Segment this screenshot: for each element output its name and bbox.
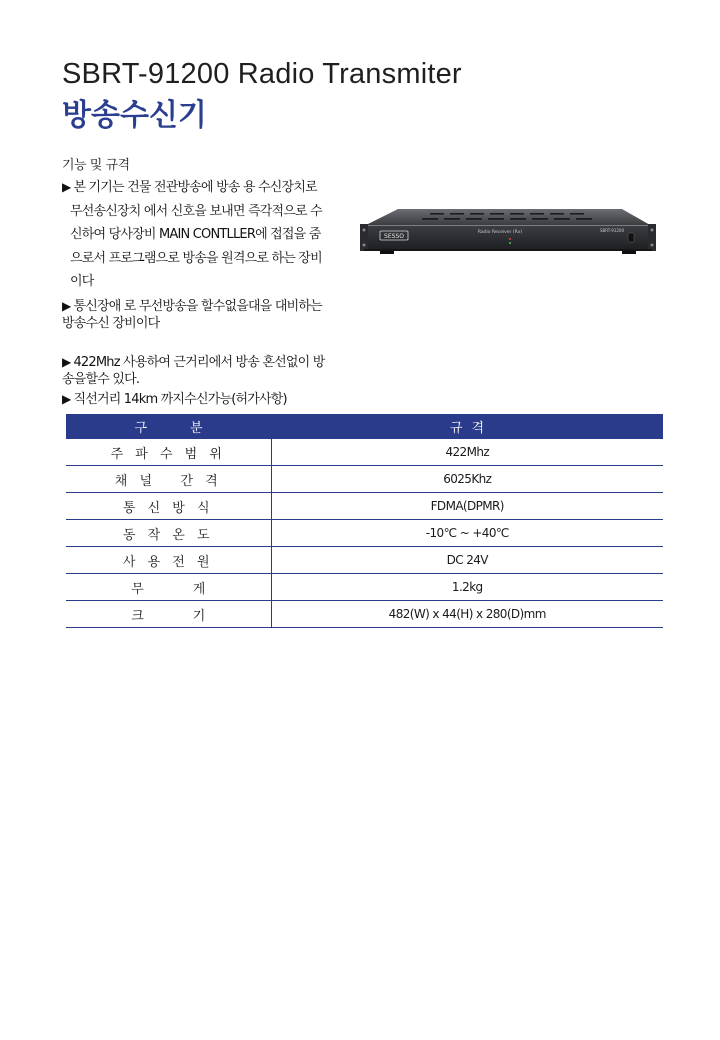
description-paragraph-3 [62, 354, 362, 388]
row-label: 동 작 온 도 [66, 520, 271, 547]
power-switch-icon [628, 233, 634, 242]
description-line: 으로서 프로그램으로 방송을 원격으로 하는 장비 [70, 250, 322, 266]
row-label: 통 신 방 식 [66, 493, 271, 520]
row-label: 크 기 [66, 601, 271, 628]
device-image [360, 203, 656, 255]
brand-logo [380, 231, 408, 240]
bullet-arrow-icon: ▶ [62, 392, 71, 406]
table-header-category: 구 분 [66, 414, 271, 439]
description-line: 무선송신장치 에서 신호을 보내면 즉각적으로 수 [70, 203, 322, 219]
description-paragraph-4 [62, 391, 362, 408]
row-label: 채 널 간 격 [66, 466, 271, 493]
section-heading: 기능 및 규격 [62, 158, 130, 173]
bullet-arrow-icon: ▶ [62, 180, 71, 194]
table-header-spec: 규 격 [271, 414, 663, 439]
page-title-korean: 방송수신기 [62, 98, 207, 133]
row-label: 주 파 수 범 위 [66, 439, 271, 466]
spec-table [66, 414, 663, 628]
row-value: 6025Khz [271, 466, 663, 493]
table-row [66, 574, 663, 601]
page-title-english: SBRT-91200 Radio Transmiter [62, 58, 462, 90]
row-label: 사 용 전 원 [66, 547, 271, 574]
table-row [66, 493, 663, 520]
description-line: 방송수신 장비이다 [62, 316, 160, 331]
table-row [66, 520, 663, 547]
row-value: 422Mhz [271, 439, 663, 466]
bullet-arrow-icon: ▶ [62, 355, 71, 369]
table-header-row [66, 414, 663, 439]
device-panel-label: Radio Receiver (Rx) [477, 230, 523, 235]
row-value: FDMA(DPMR) [271, 493, 663, 520]
row-value: 1.2kg [271, 574, 663, 601]
svg-text:SESSO: SESSO [384, 233, 404, 240]
description-line: 422Mhz 사용하여 근거리에서 방송 혼선없이 방 [73, 355, 325, 370]
table-row [66, 547, 663, 574]
row-label: 무 게 [66, 574, 271, 601]
row-value: 482(W) x 44(H) x 280(D)mm [271, 601, 663, 628]
row-value: -10℃ ~ +40℃ [271, 520, 663, 547]
description-line: 송을할수 있다. [62, 372, 140, 387]
description-line: 이다 [70, 274, 94, 289]
row-value: DC 24V [271, 547, 663, 574]
table-row [66, 439, 663, 466]
table-row [66, 466, 663, 493]
description-line: 신하여 당사장비 MAIN CONTLLER에 접접을 줌 [70, 227, 321, 242]
description-paragraph-1 [62, 176, 362, 294]
device-model-label: SBRT-91200 [599, 228, 625, 233]
description-line: 본 기기는 건물 전관방송에 방송 용 수신장치로 [73, 180, 317, 195]
description-line: 통신장애 로 무선방송을 할수없을대을 대비하는 [73, 299, 322, 314]
description-paragraph-2 [62, 298, 362, 332]
table-row [66, 601, 663, 628]
description-line: 직선거리 14km 까지수신가능(허가사항) [73, 392, 287, 407]
bullet-arrow-icon: ▶ [62, 299, 71, 313]
